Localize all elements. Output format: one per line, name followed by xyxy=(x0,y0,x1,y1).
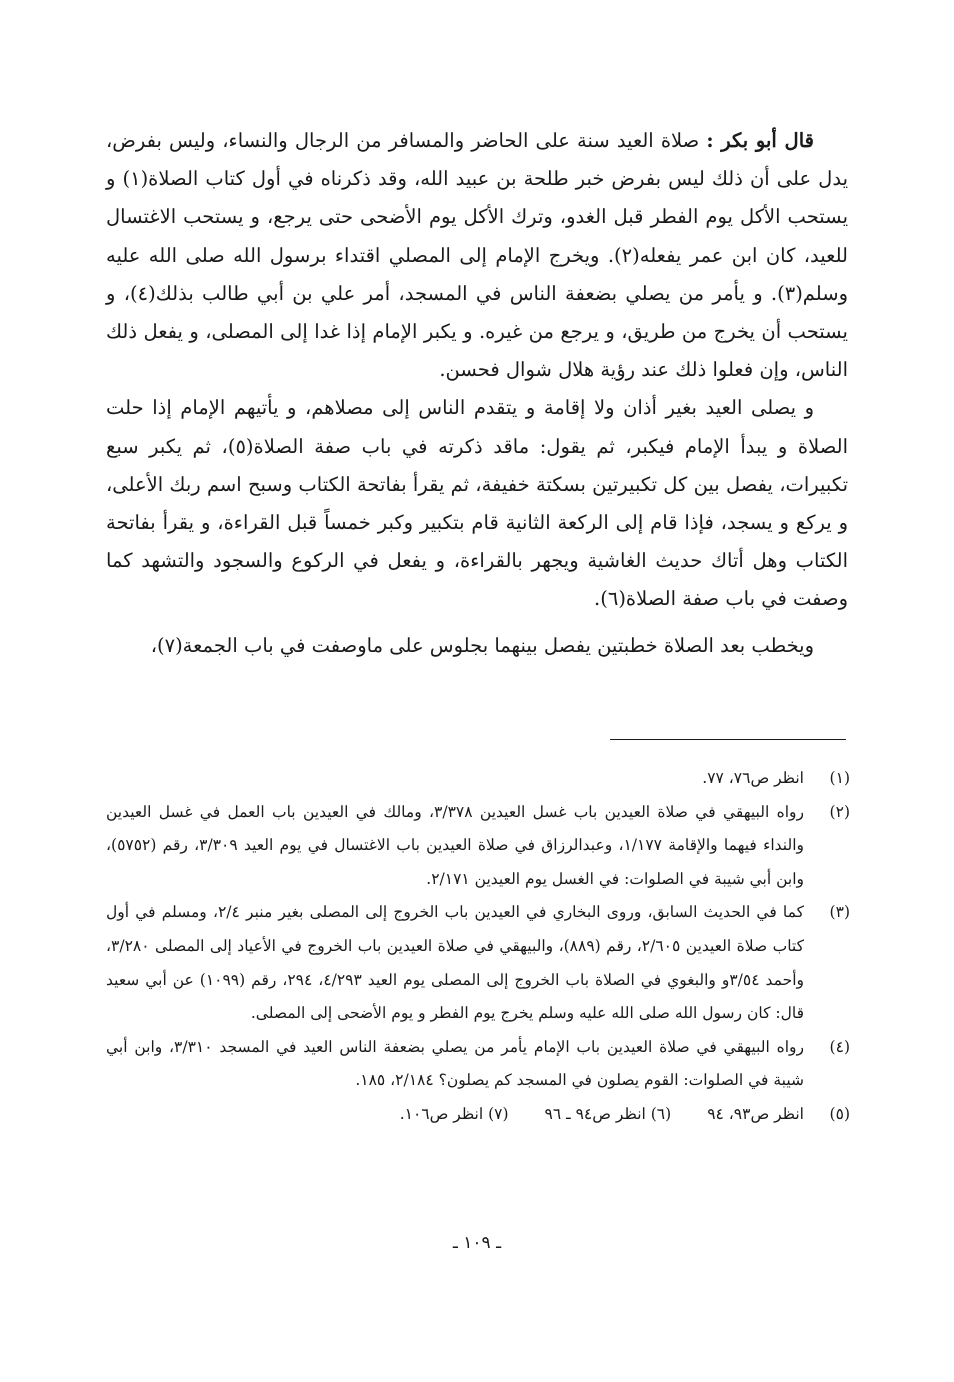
footnote-3 xyxy=(106,896,850,1030)
footnote-4 xyxy=(106,1031,850,1098)
footnote-text: رواه البيهقي في صلاة العيدين باب غسل العيدين ٣/٣٧٨، ومالك في العيدين باب العمل في غسل العيدين والنداء فيهما والإقامة ١/١٧٧، وعبدالرزاق في صلاة العيدين باب الاغتسال في يوم العيد ٣/٣٠٩، رقم (٥٧٥٢)، وابن أبي شيبة في الصلوات: في الغسل يوم العيدين ٢/١٧١. xyxy=(106,802,804,888)
footnote-number: (٣) xyxy=(829,903,850,922)
footnote-7-text: (٧) انظر ص١٠٦. xyxy=(399,1104,509,1123)
footnote-number: (٢) xyxy=(829,802,850,821)
main-text xyxy=(106,122,848,665)
page-number: ـ ١٠٩ ـ xyxy=(452,1233,502,1253)
footnote-number: (٥) xyxy=(829,1104,850,1123)
footnote-1 xyxy=(106,762,850,796)
paragraph-1 xyxy=(106,122,848,389)
footnote-number: (١) xyxy=(829,769,850,787)
paragraph-1-text: صلاة العيد سنة على الحاضر والمسافر من الرجال والنساء، وليس بفرض، يدل على أن ذلك ليس بفرض خبر طلحة بن عبيد الله، وقد ذكرناه في أول كتاب الصلاة(١) و يستحب الأكل يوم الفطر قبل الغدو، وترك الأكل يوم الأضحى حتى يرجع، و يستحب الاغتسال للعيد، كان ابن عمر يفعله(٢). ويخرج الإمام إلى المصلي اقتداء برسول الله صلى الله عليه وسلم(٣). و يأمر من يصلي بضعفة الناس في المسجد، أمر علي بن أبي طالب بذلك(٤)، و يستحب أن يخرج من طريق، و يرجع من غيره. و يكبر الإمام إذا غدا إلى المصلى، و يفعل ذلك الناس، وإن فعلوا ذلك عند رؤية هلال شوال فحسن. xyxy=(106,129,848,382)
footnote-text: كما في الحديث السابق، وروى البخاري في العيدين باب الخروج إلى المصلى بغير منبر ٢/٤، ومسلم في أول كتاب صلاة العيدين ٢/٦٠٥، رقم (٨٨٩)، والبيهقي في صلاة العيدين باب الخروج في الأعياد إلى المصلى ٣/٢٨٠، وأحمد ٣/٥٤و والبغوي في الصلاة باب الخروج إلى المصلى يوم العيد ٤/٢٩٣، ٢٩٤، رقم (١٠٩٩) عن أبي سعيد قال: كان رسول الله صلى الله عليه وسلم يخرج يوم الفطر و يوم الأضحى إلى المصلى. xyxy=(106,903,804,1023)
footnote-5-6-7 xyxy=(106,1098,850,1132)
author-lead: قال أبو بكر : xyxy=(706,129,814,152)
paragraph-2: و يصلى العيد بغير أذان ولا إقامة و يتقدم الناس إلى مصلاهم، و يأتيهم الإمام إذا حلت الصلاة و يبدأ الإمام فيكبر، ثم يقول: ماقد ذكرته في باب صفة الصلاة(٥)، ثم يكبر سبع تكبيرات، يفصل بين كل تكبيرتين بسكتة خفيفة، ثم يقرأ بفاتحة الكتاب وسبح اسم ربك الأعلى، و يركع و يسجد، فإذا قام إلى الركعة الثانية قام بتكبير وكبر خمساً قبل القراءة، و يقرأ بفاتحة الكتاب وهل أتاك حديث الغاشية ويجهر بالقراءة، و يفعل في الركوع والسجود والتشهد كما وصفت في باب صفة الصلاة(٦). xyxy=(106,396,849,611)
footnote-row xyxy=(106,1098,804,1132)
footnote-number: (٤) xyxy=(829,1037,850,1056)
paragraph-3: ويخطب بعد الصلاة خطبتين يفصل بينهما بجلوس على ماوصفت في باب الجمعة(٧)، xyxy=(150,633,814,657)
footnote-text: انظر ص٧٦، ٧٧. xyxy=(702,769,804,787)
footnotes xyxy=(106,762,850,1132)
footnote-text: رواه البيهقي في صلاة العيدين باب الإمام يأمر من يصلي بضعفة الناس العيد في المسجد ٣/٣١٠، وابن أبي شيبة في الصلوات: القوم يصلون في المسجد كم يصلون؟ ٢/١٨٤، ١٨٥. xyxy=(106,1037,804,1090)
footnote-2 xyxy=(106,796,850,897)
footnote-5-text: انظر ص٩٣، ٩٤ xyxy=(707,1104,804,1123)
footnote-6-text: (٦) انظر ص٩٤ ـ ٩٦ xyxy=(544,1104,672,1123)
footnote-separator xyxy=(610,739,846,740)
